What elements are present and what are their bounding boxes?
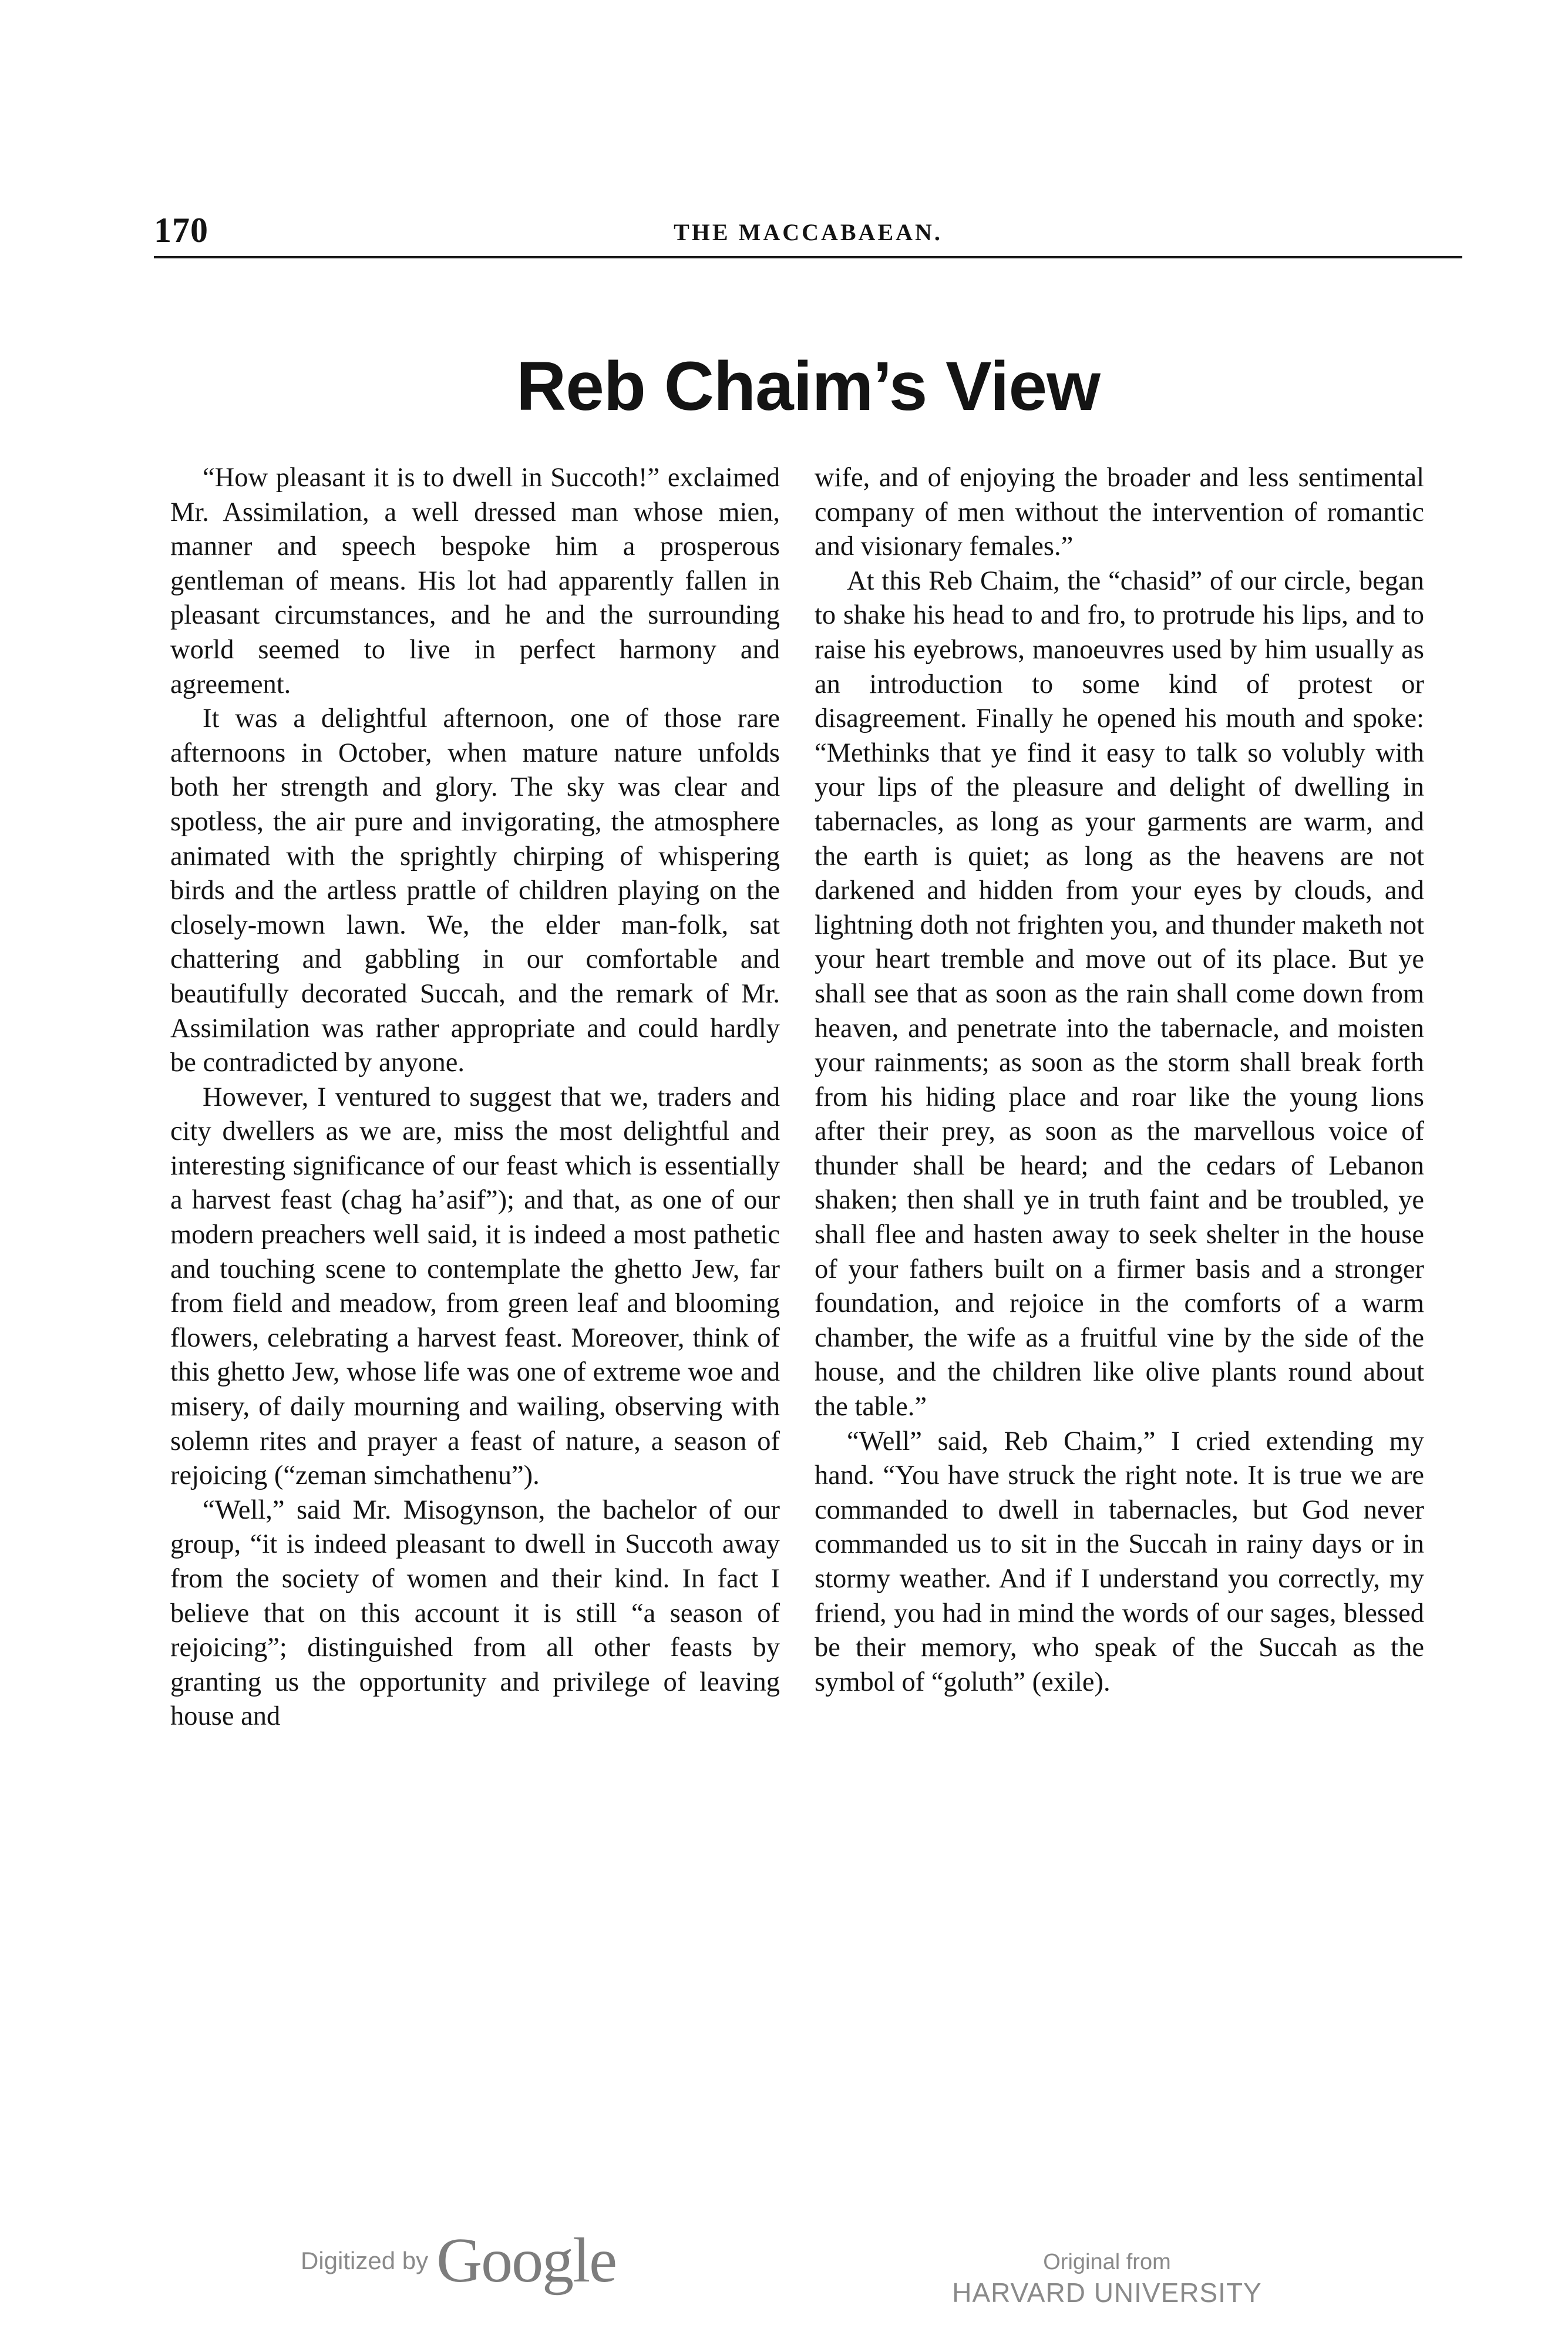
page-number: 170 [154, 211, 208, 250]
paragraph: However, I ventured to suggest that we, traders and city dwellers as we are, miss the most delightful and interesting significance of our feast which is essentially a harvest feast (chag ha’asif”); and that, as one of our modern preachers well said, it is indeed a most pathetic and touching scene to contemplate the ghetto Jew, far from field and meadow, from green leaf and blooming flowers, celebrating a harvest feast. Moreover, think of this ghetto Jew, whose life was one of extreme woe and misery, of daily mourning and wailing, observing with solemn rites and prayer a feast of nature, a season of rejoicing (“zeman simchathenu”). [170, 1082, 780, 1491]
original-from-label: Original from [1043, 2250, 1171, 2274]
running-head [154, 210, 1462, 263]
paragraph: “Well,” said Mr. Misogynson, the bachelor of our group, “it is indeed pleasant to dwell in Succoth away from the society of women and their kind. In fact I believe that on this account it is still “a season of rejoicing”; distinguished from all other feasts by granting us the opportunity and privilege of leaving house and [170, 1495, 780, 1732]
source-notice [916, 2248, 1298, 2309]
digitized-by-notice [301, 2226, 616, 2296]
paragraph: It was a delightful afternoon, one of those rare afternoons in October, when mature nature unfolds both her strength and glory. The sky was clear and spotless, the air pure and invigorating, the atmosphere animated with the sprightly chirping of whispering birds and the artless prattle of children playing on the closely-mown lawn. We, the elder man-folk, sat chattering and gabbling in our comfortable and beautifully decorated Succah, and the remark of Mr. Assimilation was rather appropriate and could hardly be contradicted by anyone. [170, 704, 780, 1078]
left-column [170, 461, 780, 1734]
google-logo: Google [436, 2226, 617, 2296]
article-title: Reb Chaim’s View [516, 348, 1100, 425]
journal-title: THE MACCABAEAN. [674, 219, 943, 245]
paragraph: “How pleasant it is to dwell in Succoth!” exclaimed Mr. Assimilation, a well dressed man whose mien, manner and speech bespoke him a prosperous gentleman of means. His lot had apparently fallen in pleasant circumstances, and he and the surrounding world seemed to live in perfect harmony and agreement. [170, 463, 780, 699]
right-column [815, 461, 1424, 1700]
paragraph: “Well” said, Reb Chaim,” I cried extending my hand. “You have struck the right note. It is true we are commanded to dwell in tabernacles, but God never commanded us to sit in the Succah in rainy days or in stormy weather. And if I understand you correctly, my friend, you had in mind the words of our sages, blessed be their memory, who speak of the Succah as the symbol of “goluth” (exile). [815, 1426, 1424, 1697]
paragraph: At this Reb Chaim, the “chasid” of our circle, began to shake his head to and fro, to protrude his lips, and to raise his eyebrows, manoeuvres used by him usually as an introduction to some kind of protest or disagreement. Finally he opened his mouth and spoke: “Methinks that ye find it easy to talk so volubly with your lips of the pleasure and delight of dwelling in tabernacles, as long as your garments are warm, and the earth is quiet; as long as the heavens are not darkened and hidden from your eyes by clouds, and lightning doth not frighten you, and thunder maketh not your heart tremble and move out of its place. But ye shall see that as soon as the rain shall come down from heaven, and penetrate into the tabernacle, and moisten your rainments; as soon as the storm shall break forth from his hiding place and roar like the young lions after their prey, as soon as the marvellous voice of thunder shall be heard; and the cedars of Lebanon shaken; then shall ye in truth faint and be troubled, ye shall flee and hasten away to seek shelter in the house of your fathers built on a firmer basis and a stronger foundation, and rejoice in the comforts of a warm chamber, the wife as a fruitful vine by the side of the house, and the children like olive plants round about the table.” [815, 566, 1424, 1422]
institution-name: HARVARD UNIVERSITY [952, 2277, 1262, 2308]
header-rule [154, 256, 1462, 258]
paragraph: wife, and of enjoying the broader and less sentimental company of men without the intervention of romantic and visionary females.” [815, 463, 1424, 562]
digitized-label: Digitized by [301, 2247, 429, 2274]
